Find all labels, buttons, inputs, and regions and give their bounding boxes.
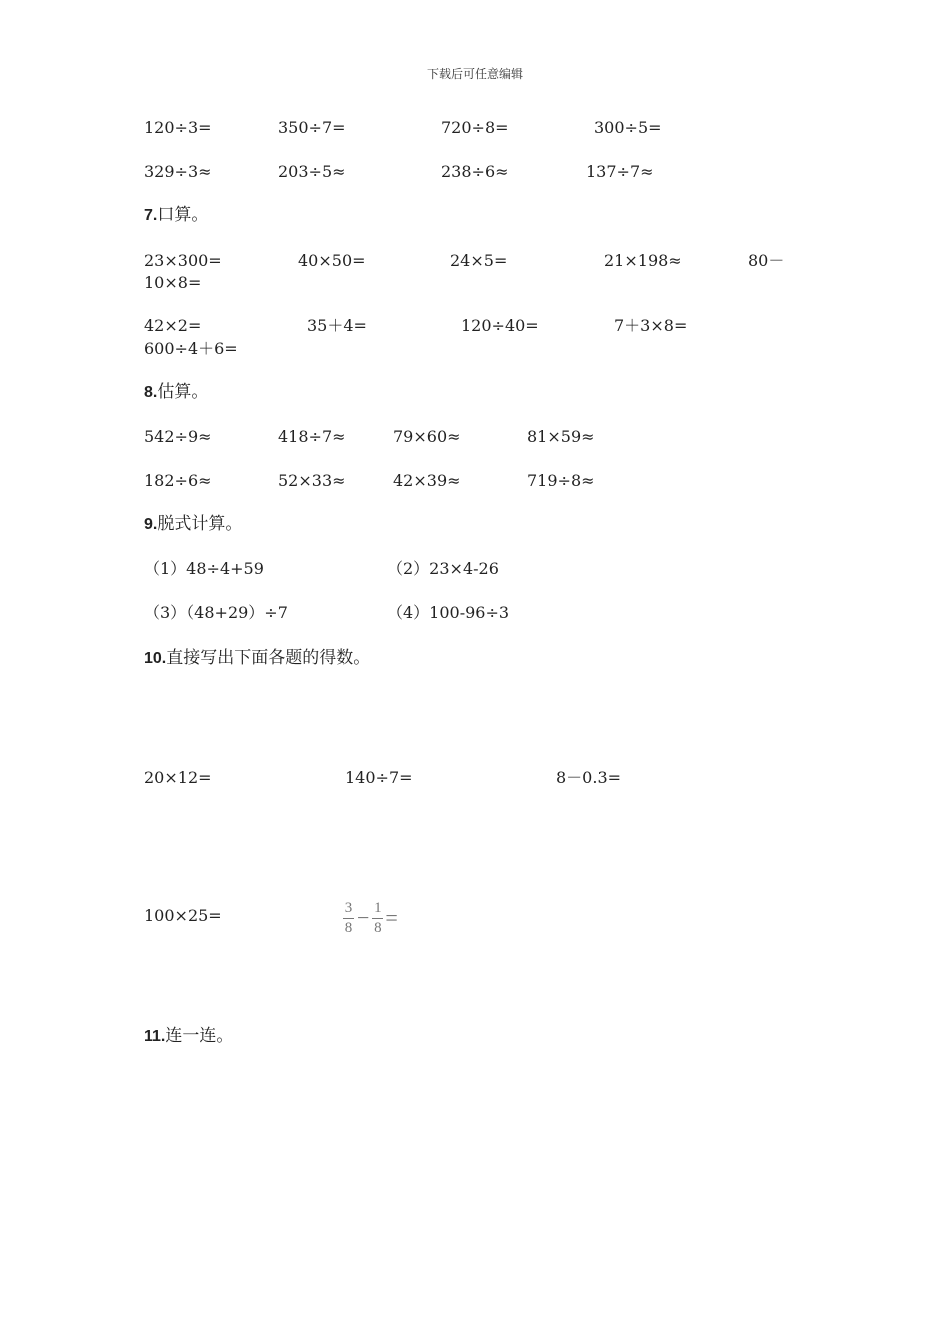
problem-item: 120÷3= (144, 118, 212, 137)
problem-item: 24×5= (450, 251, 508, 270)
problem-item: 182÷6≈ (144, 471, 212, 490)
problem-item: 100×25= (144, 906, 222, 925)
section-title: 口算。 (157, 205, 209, 225)
problem-item: 20×12= (144, 768, 212, 787)
section-heading (144, 650, 370, 667)
problem-item: 40×50= (298, 251, 366, 270)
fraction-denominator: 8 (374, 919, 382, 936)
problem-item: （2）23×4-26 (387, 559, 499, 578)
problem-item: 52×33≈ (278, 471, 346, 490)
problem-item: 300÷5= (594, 118, 662, 137)
section-heading (144, 384, 208, 401)
problem-item: 79×60≈ (393, 427, 461, 446)
problem-item: 137÷7≈ (586, 162, 654, 181)
fraction-bar (343, 918, 354, 919)
problem-item: （1）48÷4+59 (144, 559, 264, 578)
problem-item: 81×59≈ (527, 427, 595, 446)
minus-sign: − (357, 905, 370, 930)
problem-item: 35＋4= (307, 316, 367, 335)
problem-item: 10×8= (144, 273, 202, 292)
problem-item: 21×198≈ (604, 251, 682, 270)
fraction-numerator: 3 (344, 899, 353, 916)
section-title: 连一连。 (165, 1026, 234, 1046)
problem-item: 720÷8= (441, 118, 509, 137)
problem-item: 418÷7≈ (278, 427, 346, 446)
fraction (372, 901, 383, 936)
section-title: 估算。 (157, 382, 209, 402)
problem-item: 719÷8≈ (527, 471, 595, 490)
fraction-bar (372, 918, 383, 919)
section-number: 11. (144, 1028, 166, 1045)
problem-item: 542÷9≈ (144, 427, 212, 446)
problem-item: 42×2= (144, 316, 202, 335)
section-heading (144, 207, 208, 224)
equals-sign: = (385, 905, 398, 930)
problem-item: 8－0.3= (556, 768, 622, 787)
problem-item: 7＋3×8= (614, 316, 688, 335)
problem-item: 80－ (748, 251, 785, 270)
problem-item: 42×39≈ (393, 471, 461, 490)
fraction (343, 901, 354, 936)
section-number: 9. (144, 516, 158, 533)
section-number: 7. (144, 207, 158, 224)
section-number: 10. (144, 650, 167, 667)
section-title: 脱式计算。 (157, 514, 243, 534)
problem-item: 23×300= (144, 251, 222, 270)
problem-item: 140÷7= (345, 768, 413, 787)
section-title: 直接写出下面各题的得数。 (166, 648, 371, 668)
problem-item: （4）100-96÷3 (387, 603, 510, 622)
section-heading (144, 516, 242, 533)
page-header-note: 下载后可任意编辑 (426, 67, 523, 81)
section-heading (144, 1028, 233, 1045)
problem-item: 600÷4＋6= (144, 339, 238, 358)
problem-item: 203÷5≈ (278, 162, 346, 181)
problem-item: （3）（48+29）÷7 (144, 603, 288, 622)
problem-item: 238÷6≈ (441, 162, 509, 181)
problem-item: 350÷7= (278, 118, 346, 137)
problem-item: 120÷40= (461, 316, 539, 335)
fraction-denominator: 8 (344, 919, 353, 936)
problem-item: 329÷3≈ (144, 162, 212, 181)
fraction-expression (343, 898, 401, 938)
fraction-numerator: 1 (374, 899, 382, 916)
section-number: 8. (144, 384, 158, 401)
